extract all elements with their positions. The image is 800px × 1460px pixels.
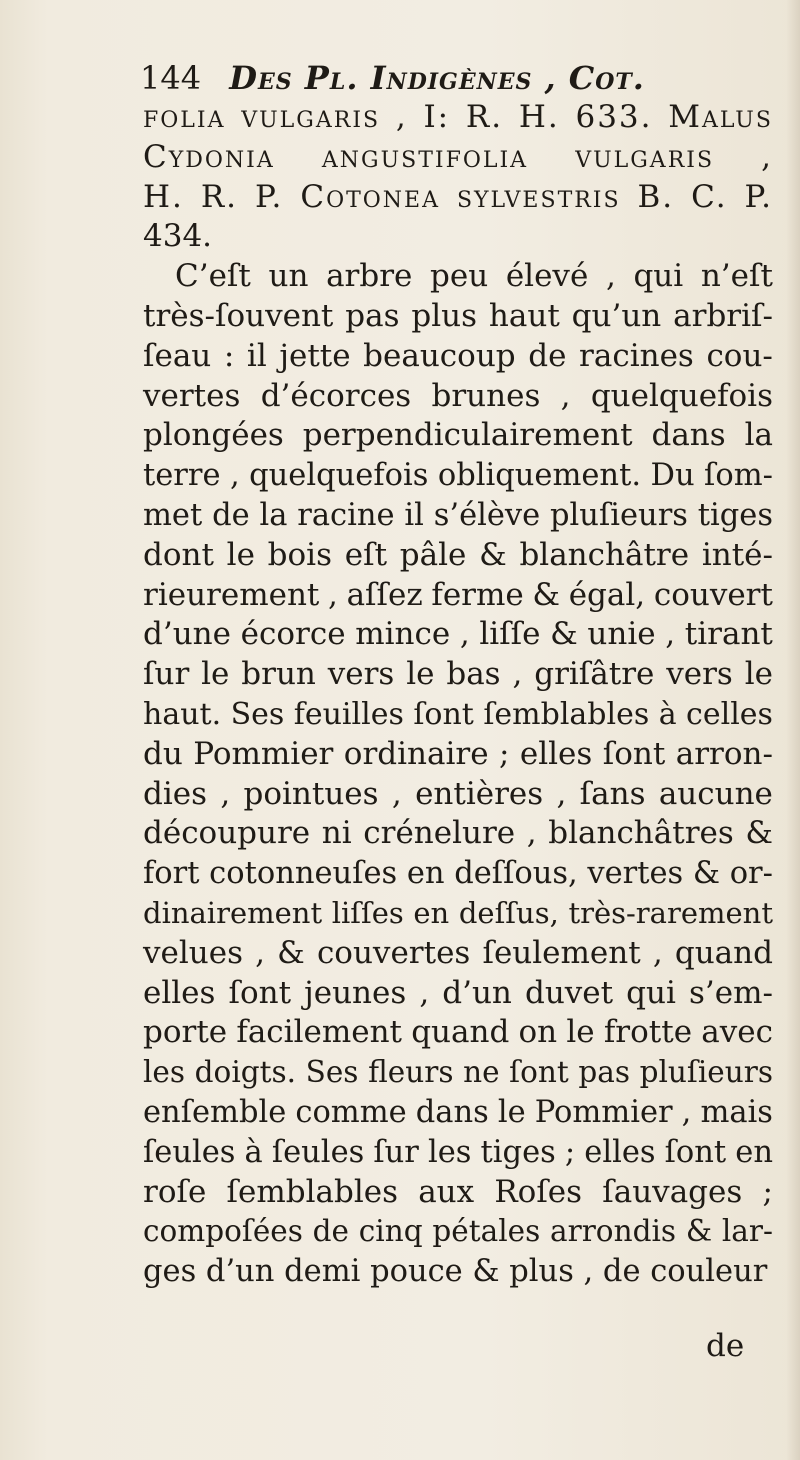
text-line: fort cotonneuſes en deſſous, vertes & or- <box>143 856 773 892</box>
text-line: dies , pointues , entières , ſans aucune <box>143 775 773 812</box>
text-line: les doigts. Ses fleurs ne ſont pas pluſieurs <box>143 1055 773 1090</box>
text-line: roſe ſemblables aux Roſes ſauvages ; <box>143 1173 773 1210</box>
text-line: C’eſt un arbre peu élevé , qui n’eſt <box>175 258 773 295</box>
text-line: velues , & couvertes ſeulement , quand <box>143 934 773 971</box>
page-edge-shadow <box>786 0 800 1460</box>
text-line: terre , quelquefois obliquement. Du ſom- <box>143 458 773 494</box>
text-line: du Pommier ordinaire ; elles ſont arron- <box>143 735 773 772</box>
text-line: ſur le brun vers le bas , griſâtre vers le <box>143 656 773 693</box>
text-line: enſemble comme dans le Pommier , mais <box>143 1094 773 1130</box>
text-line: ges d’un demi pouce & plus , de couleur <box>143 1254 768 1290</box>
text-line: porte facilement quand on le frotte avec <box>143 1014 773 1051</box>
text-line: d’une écorce mince , liſſe & unie , tirant <box>143 616 773 653</box>
text-line: plongées perpendiculairement dans la <box>143 417 773 454</box>
text-line: elles ſont jeunes , d’un duvet qui s’em- <box>143 974 773 1011</box>
text-line: ſeules à ſeules ſur les tiges ; elles ſont en <box>143 1134 773 1170</box>
text-line: haut. Ses feuilles ſont ſemblables à celles <box>143 696 773 732</box>
text-line: met de la racine il s’élève pluſieurs tiges <box>143 497 773 533</box>
running-header <box>140 58 760 98</box>
body-text <box>143 98 773 1292</box>
text-line: 434. <box>143 218 213 255</box>
text-line: vertes d’écorces brunes , quelquefois <box>143 377 773 414</box>
text-line: découpure ni crénelure , blanchâtres & <box>143 815 773 852</box>
text-line: très-ſouvent pas plus haut qu’un arbriſ- <box>143 297 773 334</box>
text-line: compoſées de cinq pétales arrondis & lar- <box>143 1214 773 1249</box>
text-line: ſeau : il jette beaucoup de racines cou- <box>143 337 773 374</box>
text-line: Cydonia angustifolia vulgaris , <box>143 138 773 175</box>
text-line: dont le bois eſt pâle & blanchâtre inté- <box>143 536 773 573</box>
page-number: 144 <box>140 59 202 97</box>
text-line: rieurement , aſſez ferme & égal, couvert <box>143 576 773 613</box>
text-line: dinairement liſſes en deſſus, très-rarement <box>143 895 773 930</box>
text-line: H. R. P. Cotonea sylvestris B. C. P. <box>143 178 773 215</box>
running-title: Des Pl. Indigènes , Cot. <box>229 59 645 97</box>
catchword: de <box>706 1328 745 1364</box>
text-line: folia vulgaris , I: R. H. 633. Malus <box>143 99 773 135</box>
